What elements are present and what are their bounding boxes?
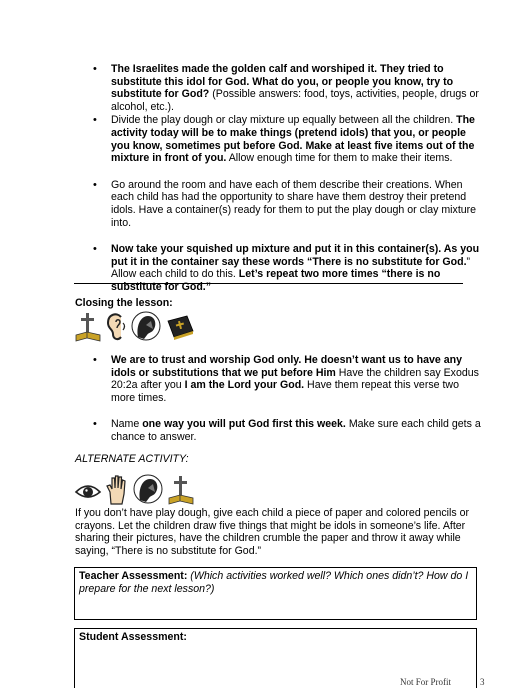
list-item: • Name one way you will put God first this week. Make sure each child gets a chance to answer. xyxy=(93,418,485,443)
teacher-assessment-box[interactable] xyxy=(74,567,477,620)
footer-note: Not For Profit xyxy=(400,677,452,687)
lesson-steps-list xyxy=(93,63,485,303)
ear-icon xyxy=(105,311,127,343)
bible-icon xyxy=(165,311,195,343)
hand-icon xyxy=(105,474,129,506)
teacher-assessment-prompt: (Which activities worked well? Which ones didn’t? How do I prepare for the next lesson?) xyxy=(79,570,469,595)
cross-with-book-icon xyxy=(167,474,195,506)
list-item: • Go around the room and have each of them describe their creations. When each child has had the opportunity to share have them destroy their pretend idols. Have a container(s) ready for them to put the play dough or clay mixture into. xyxy=(93,179,485,229)
student-assessment-label: Student Assessment: xyxy=(79,631,187,643)
alternate-icons xyxy=(74,474,195,506)
closing-list xyxy=(93,354,485,453)
section-divider xyxy=(74,283,463,284)
alternate-activity-text: If you don’t have play dough, give each child a piece of paper and colored pencils or crayons. Let the children draw five things that might be idols in someone’s life. After sharing their pictures, have the children crumble the paper and throw it away while saying, “There is no substitute for God.” xyxy=(75,507,469,557)
list-item: • We are to trust and worship God only. He doesn’t want us to have any idols or substitutions that we put before Him Have the children say Exodus 20:2a after you I am the Lord your God. Have them repeat this verse two more times. xyxy=(93,354,485,404)
alternate-activity-heading: ALTERNATE ACTIVITY: xyxy=(75,453,189,465)
cross-with-book-icon xyxy=(74,311,102,343)
praying-head-icon xyxy=(130,311,162,343)
list-item: • The Israelites made the golden calf and worshiped it. They tried to substitute this idol for God. What do you, or people you know, try to substitute for God? (Possible answers: food, toys, activities, people, drugs or alcohol, etc.). xyxy=(93,63,485,113)
list-item: • Divide the play dough or clay mixture up equally between all the children. The activity today will be to make things (pretend idols) that you, or people you know, sometimes put before God. Make at least five items out of the mixture in front of you. Allow enough time for them to make their items. xyxy=(93,114,485,164)
page-number: 3 xyxy=(480,677,485,687)
closing-heading: Closing the lesson: xyxy=(75,297,173,309)
teacher-assessment-label: Teacher Assessment: xyxy=(79,570,188,582)
eye-icon xyxy=(74,474,102,506)
closing-icons xyxy=(74,311,195,343)
list-item: • Now take your squished up mixture and put it in this container(s). As you put it in the container say these words “There is no substitute for God.” Allow each child to do this. Let’s repeat two more times “there is no substitute for God.” xyxy=(93,243,485,293)
praying-head-icon xyxy=(132,474,164,506)
